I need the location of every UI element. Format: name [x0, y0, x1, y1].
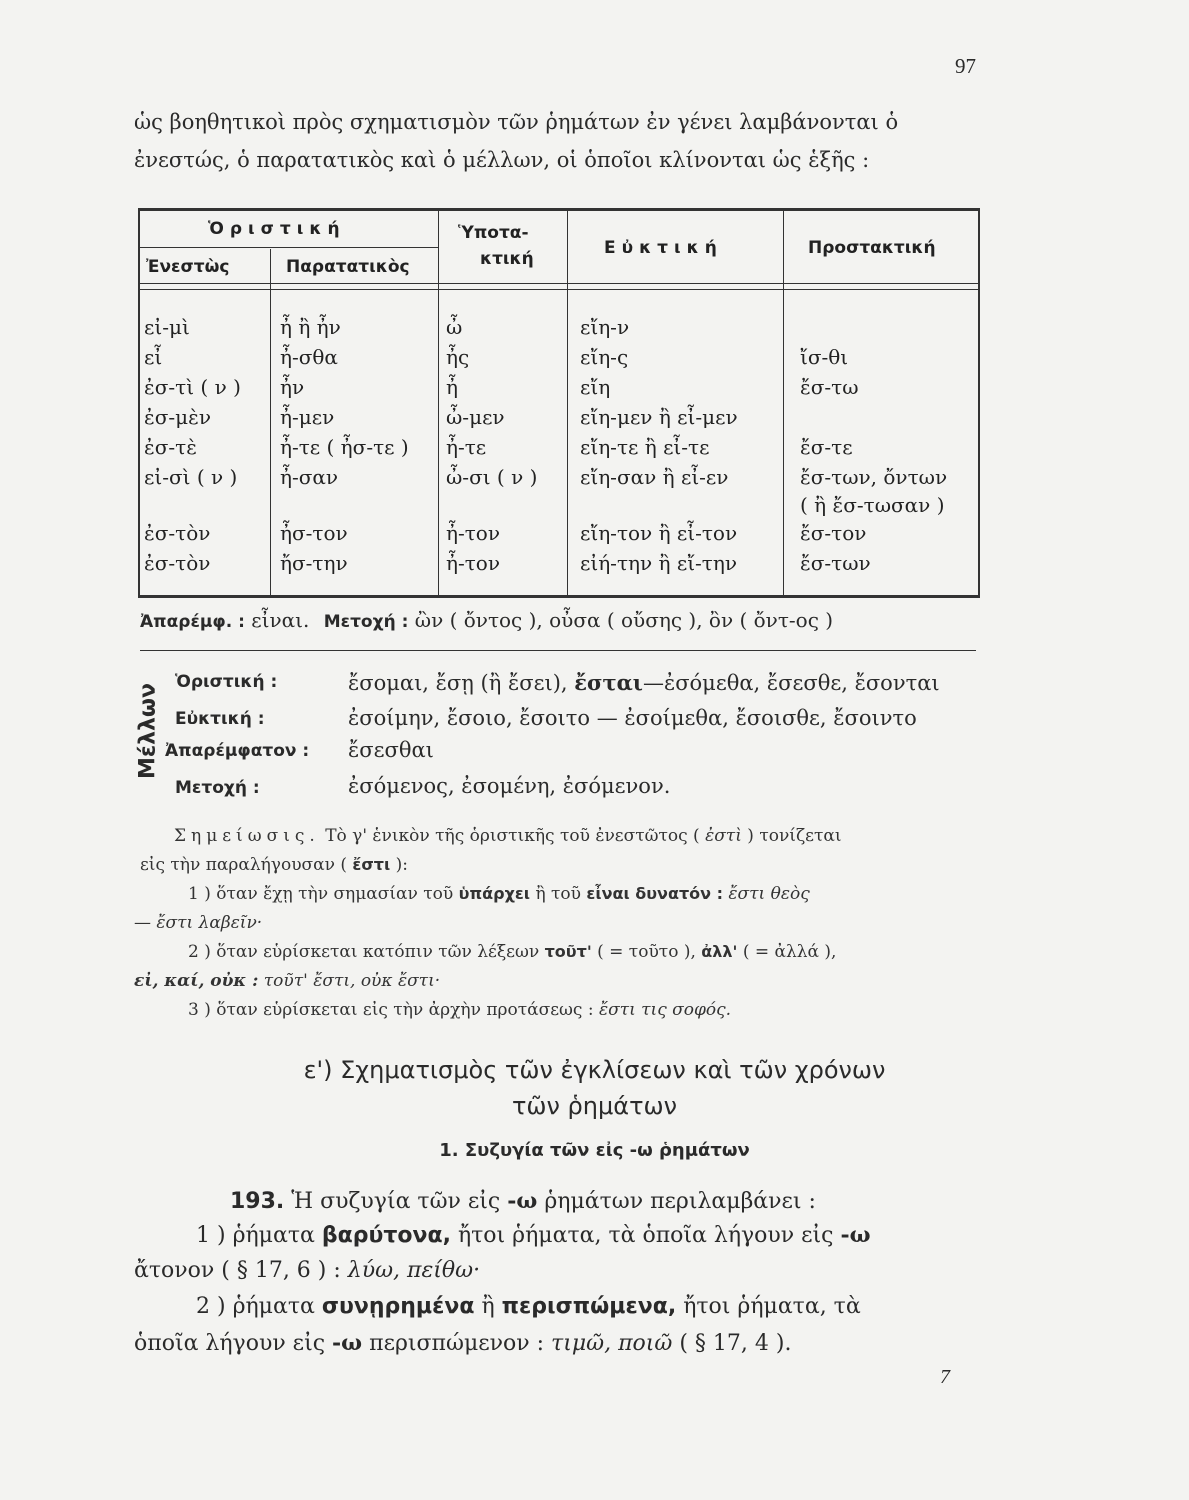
- note-bold: εἰ, καί, οὐκ :: [134, 971, 259, 991]
- present-form: ἐσ-τὲ: [144, 435, 197, 459]
- future-forms-text: —ἐσόμεθα, ἔσεσθε, ἔσονται: [642, 671, 940, 695]
- imperative-form: ( ἢ ἔσ-τωσαν ): [800, 493, 945, 517]
- header-present: Ἐνεστὼς: [146, 257, 230, 277]
- note-text: ) τονίζεται: [747, 826, 842, 846]
- note-italic: ἔστι θεὸς: [728, 884, 810, 904]
- imperfect-form: ἦ-μεν: [280, 405, 335, 429]
- note-text: ( = ἀλλά ),: [742, 942, 837, 962]
- col-divider: [270, 249, 271, 595]
- note-text: εἰς τὴν παραλήγουσαν (: [140, 855, 347, 875]
- participle-label: Μετοχή :: [323, 612, 409, 632]
- note-line-1: [174, 826, 842, 846]
- imperfect-form: ἦ ἢ ἦν: [280, 315, 341, 339]
- para-text: 2 ) ῥήματα: [196, 1294, 315, 1319]
- divider-rule: [140, 650, 976, 651]
- subjunctive-form: ἦ-τον: [446, 521, 501, 545]
- note-italic: ἔστι τις σοφός.: [598, 1000, 732, 1020]
- header-imperative: Προστακτική: [808, 238, 936, 258]
- future-row-label: Εὐκτική :: [175, 709, 265, 729]
- para-193-line-3: [134, 1258, 480, 1283]
- subjunctive-form: ἦ-τον: [446, 551, 501, 575]
- optative-form: εἴη-ν: [580, 315, 630, 339]
- future-row-forms: ἐσόμενος, ἐσομένη, ἐσόμενον.: [348, 774, 671, 798]
- section-title-2: τῶν ῥημάτων: [511, 1092, 678, 1120]
- optative-form: εἴη-τε ἢ εἶ-τε: [580, 435, 710, 459]
- note-italic: ἐστὶ: [705, 826, 742, 846]
- note-text: 3 ) ὅταν εὑρίσκεται εἰς τὴν ἀρχὴν προτάσεως :: [188, 1000, 594, 1020]
- note-line-2: [140, 855, 408, 875]
- para-text: ἢ: [481, 1294, 495, 1319]
- note-line-7: [188, 1000, 731, 1020]
- para-text: ἄτονον ( § 17, 6 ) :: [134, 1258, 341, 1283]
- imperative-form: ἔσ-τω: [800, 375, 859, 399]
- para-text: ὁποῖα λήγουν εἰς: [134, 1331, 326, 1356]
- para-text: Ἡ συζυγία τῶν εἰς: [291, 1189, 501, 1214]
- note-text: 1 ) ὅταν ἔχῃ τὴν σημασίαν τοῦ: [188, 884, 454, 904]
- header-subjunctive-2: κτική: [480, 249, 534, 269]
- note-bold: ὑπάρχει: [458, 884, 531, 903]
- future-forms-text: ἔσομαι, ἔσῃ (ἢ ἔσει),: [348, 671, 575, 695]
- para-text: περισπώμενον :: [369, 1331, 545, 1356]
- optative-form: εἴη-τον ἢ εἶ-τον: [580, 521, 738, 545]
- present-form: ἐσ-τὸν: [144, 521, 211, 545]
- future-row-label: Ὁριστική :: [175, 672, 278, 692]
- future-row-forms: ἔσεσθαι: [348, 738, 434, 762]
- para-text: ( § 17, 4 ).: [679, 1331, 792, 1356]
- note-bold: ἀλλ': [701, 942, 738, 961]
- future-side-label: [126, 676, 170, 786]
- imperative-form: ἔσ-τον: [800, 521, 867, 545]
- note-text: ):: [395, 855, 408, 875]
- optative-form: εἰή-την ἢ εἴ-την: [580, 551, 738, 575]
- imperfect-form: ἦ-σαν: [280, 465, 339, 489]
- participle-value: ὢν ( ὄντος ), οὖσα ( οὔσης ), ὂν ( ὄντ-ος ): [414, 608, 834, 632]
- conjugation-table: [138, 208, 980, 598]
- future-row-label: Ἀπαρέμφατον :: [165, 741, 310, 761]
- optative-form: εἴη-μεν ἢ εἶ-μεν: [580, 405, 738, 429]
- section-subtitle: 1. Συζυγία τῶν εἰς -ω ῥημάτων: [439, 1140, 750, 1161]
- optative-form: εἴη: [580, 375, 611, 399]
- imperfect-form: ἦ-τε ( ἦσ-τε ): [280, 435, 409, 459]
- note-title: Σημείωσις.: [174, 826, 320, 846]
- note-text: ἢ τοῦ: [535, 884, 582, 904]
- future-forms-bold: ἔσται: [574, 670, 643, 695]
- para-text: ῥημάτων περιλαμβάνει :: [544, 1189, 816, 1214]
- imperfect-form: ἦ-σθα: [280, 345, 338, 369]
- header-oristiki: Ὁριστική: [208, 219, 346, 239]
- present-form: ἐσ-τὸν: [144, 551, 211, 575]
- imperative-form: ἴσ-θι: [800, 345, 849, 369]
- subjunctive-form: ὦ: [446, 315, 463, 339]
- imperfect-form: ἦν: [280, 375, 305, 399]
- future-row-forms: ἐσοίμην, ἔσοιο, ἔσοιτο — ἐσοίμεθα, ἔσοισθε, ἔσοιντο: [348, 706, 917, 730]
- section-title-1: ε') Σχηματισμὸς τῶν ἐγκλίσεων καὶ τῶν χρόνων: [303, 1056, 886, 1084]
- para-text: ἤτοι ῥήματα, τὰ: [683, 1294, 861, 1319]
- subjunctive-form: ὦ-μεν: [446, 405, 505, 429]
- note-text: ( = τοῦτο ),: [597, 942, 696, 962]
- note-line-5: [188, 942, 836, 962]
- present-form: ἐσ-τὶ ( ν ): [144, 375, 241, 399]
- para-193-line-2: [196, 1222, 871, 1248]
- imperative-form: ἔσ-τε: [800, 435, 853, 459]
- infinitive-label: Ἀπαρέμφ. :: [140, 612, 245, 632]
- optative-form: εἴη-σαν ἢ εἶ-εν: [580, 465, 729, 489]
- para-text: 1 ) ῥήματα: [196, 1223, 315, 1248]
- para-193-line-5: [134, 1330, 791, 1356]
- para-bold: -ω: [507, 1188, 538, 1214]
- para-italic: τιμῶ, ποιῶ: [551, 1331, 673, 1356]
- header-rule: [140, 283, 978, 284]
- note-bold: ἔστι: [352, 855, 391, 874]
- para-193-line-1: [230, 1188, 816, 1214]
- note-italic: τοῦτ' ἔστι, οὐκ ἔστι·: [263, 971, 441, 991]
- col-divider: [567, 211, 568, 595]
- note-bold: εἶναι δυνατόν :: [586, 884, 724, 903]
- header-subjunctive-1: Ὑποτα-: [458, 223, 529, 243]
- header-imperfect: Παρατατικὸς: [286, 257, 410, 277]
- imperative-form: ἔσ-των: [800, 551, 871, 575]
- para-bold: περισπώμενα,: [501, 1294, 677, 1319]
- para-bold: -ω: [332, 1330, 363, 1356]
- note-line-3: [188, 884, 810, 904]
- subjunctive-form: ὦ-σι ( ν ): [446, 465, 538, 489]
- page-number: 97: [955, 54, 976, 78]
- note-line-6: [134, 971, 440, 991]
- header-optative: Εὐκτική: [604, 238, 723, 258]
- imperfect-form: ἦσ-τον: [280, 521, 348, 545]
- para-bold: -ω: [840, 1222, 871, 1248]
- present-form: εἰ-μὶ: [144, 315, 190, 339]
- note-line-4: — ἔστι λαβεῖν·: [134, 913, 263, 933]
- note-text: Τὸ γ' ἑνικὸν τῆς ὁριστικῆς τοῦ ἐνεστῶτος (: [325, 826, 700, 846]
- optative-form: εἴη-ς: [580, 345, 629, 369]
- intro-line-2: ἐνεστώς, ὁ παρατατικὸς καὶ ὁ μέλλων, οἱ ὁποῖοι κλίνονται ὡς ἑξῆς :: [134, 148, 870, 172]
- intro-line-1: ὡς βοηθητικοὶ πρὸς σχηματισμὸν τῶν ῥημάτων ἐν γένει λαμβάνονται ὁ: [134, 110, 899, 134]
- infinitive-value: εἶναι.: [251, 608, 310, 632]
- subjunctive-form: ἦς: [446, 345, 470, 369]
- header-rule: [140, 289, 978, 290]
- present-form: εἶ: [144, 345, 163, 369]
- note-text: 2 ) ὅταν εὑρίσκεται κατόπιν τῶν λέξεων: [188, 942, 540, 962]
- present-form: εἰ-σὶ ( ν ): [144, 465, 238, 489]
- note-bold: τοῦτ': [544, 942, 592, 961]
- para-bold: συνῃρημένα: [321, 1294, 475, 1319]
- future-label-text: Μέλλων: [135, 682, 161, 780]
- signature-mark: 7: [940, 1366, 950, 1388]
- header-divider: [140, 247, 438, 248]
- para-bold: βαρύτονα,: [321, 1223, 451, 1248]
- col-divider: [783, 211, 784, 595]
- future-row-forms: [348, 670, 940, 695]
- col-divider: [438, 211, 439, 595]
- para-number: 193.: [230, 1189, 285, 1214]
- subjunctive-form: ἦ: [446, 375, 458, 399]
- future-row-label: Μετοχή :: [175, 778, 260, 798]
- para-193-line-4: [196, 1294, 861, 1319]
- subjunctive-form: ἦ-τε: [446, 435, 487, 459]
- para-italic: λύω, πείθω·: [347, 1258, 481, 1283]
- present-form: ἐσ-μὲν: [144, 405, 212, 429]
- imperative-form: ἔσ-των, ὄντων: [800, 465, 948, 489]
- imperfect-form: ἤσ-την: [280, 551, 348, 575]
- para-text: ἤτοι ῥήματα, τὰ ὁποῖα λήγουν εἰς: [457, 1223, 834, 1248]
- infinitive-line: [140, 608, 833, 632]
